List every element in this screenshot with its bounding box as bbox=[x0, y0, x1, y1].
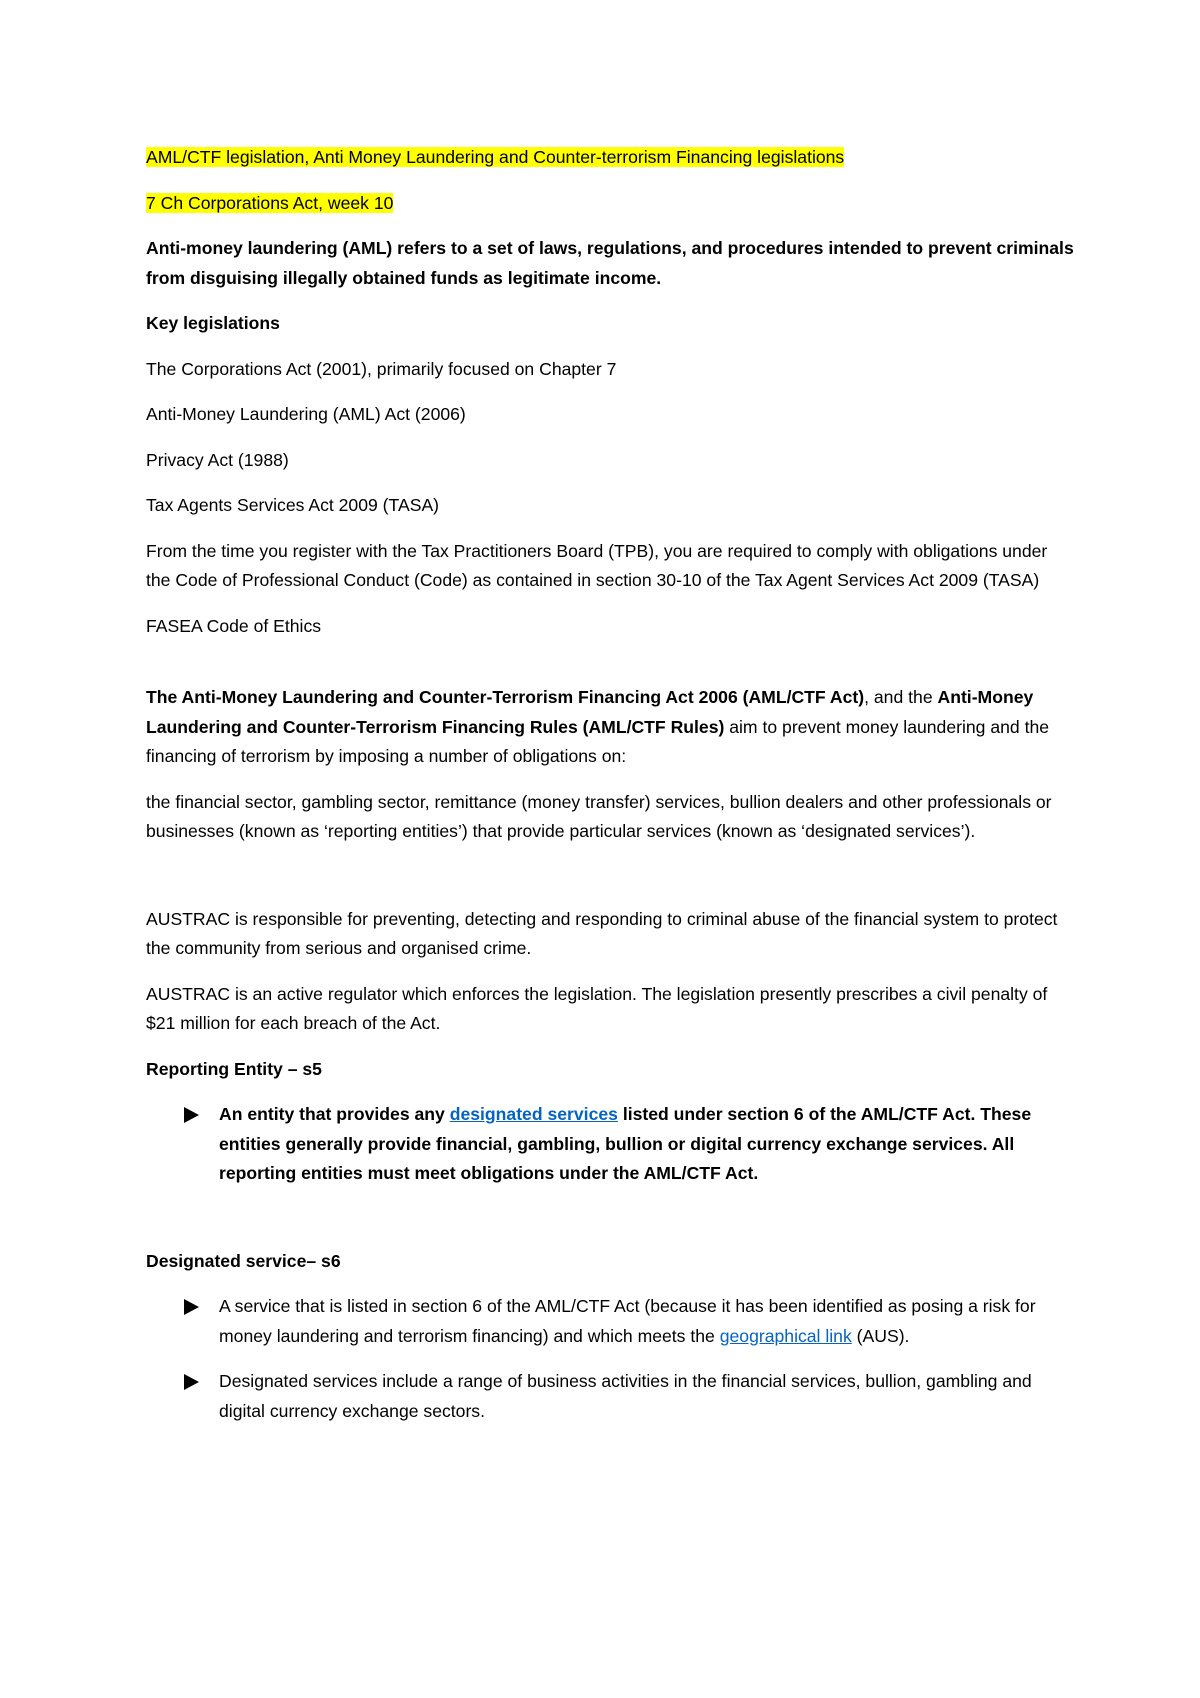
right-arrow-bullet-icon bbox=[184, 1299, 199, 1315]
right-arrow-bullet-icon bbox=[184, 1374, 199, 1390]
legislation-item: Tax Agents Services Act 2009 (TASA) bbox=[146, 495, 440, 515]
amlctf-rules-name: Anti-Money Laundering and Counter-Terrorism Financing Rules (AML/CTF Rules) bbox=[146, 687, 1034, 737]
legislation-item: Anti-Money Laundering (AML) Act (2006) bbox=[146, 404, 466, 424]
amlctf-act-paragraph: The Anti-Money Laundering and Counter-Terrorism Financing Act 2006 (AML/CTF Act), and the Anti-Money Laundering and Counter-Terrorism Financing Rules (AML/CTF Rules) aim to prevent money laundering and the financing of terrorism by imposing a number of obligations on: bbox=[146, 687, 1050, 766]
tpb-paragraph: From the time you register with the Tax Practitioners Board (TPB), you are required to comply with obligations under the Code of Professional Conduct (Code) as contained in section 30-10 of the Tax Agent Services Act 2009 (TASA) bbox=[146, 540, 1048, 590]
legislation-item: Privacy Act (1988) bbox=[146, 449, 289, 470]
designated-service-bullet-2: Designated services include a range of business activities in the financial services, bullion, gambling and digital currency exchange sectors. bbox=[146, 1367, 1076, 1426]
austrac-paragraph-1: AUSTRAC is responsible for preventing, detecting and responding to criminal abuse of the financial system to protect the community from serious and organised crime. bbox=[146, 908, 1058, 958]
key-legislations-title: Key legislations bbox=[146, 313, 280, 333]
legislation-item: The Corporations Act (2001), primarily focused on Chapter 7 bbox=[146, 358, 617, 379]
sectors-paragraph: the financial sector, gambling sector, remittance (money transfer) services, bullion dealers and other professionals or businesses (known as ‘reporting entities’) that provide particular services (known as ‘designated services’). bbox=[146, 791, 1052, 841]
geographical-link[interactable]: geographical link bbox=[719, 1325, 852, 1346]
designated-service-title: Designated service– s6 bbox=[146, 1250, 341, 1271]
fasea-code: FASEA Code of Ethics bbox=[146, 615, 322, 636]
designated-service-bullet-1: A service that is listed in section 6 of the AML/CTF Act (because it has been identified as posing a risk for money laundering and terrorism financing) and which meets the geographical link (AUS). bbox=[146, 1292, 1076, 1351]
document-page bbox=[146, 143, 1076, 1442]
designated-services-link[interactable]: designated services bbox=[449, 1104, 618, 1124]
reporting-entity-title: Reporting Entity – s5 bbox=[146, 1058, 322, 1079]
austrac-paragraph-2: AUSTRAC is an active regulator which enforces the legislation. The legislation presently prescribes a civil penalty of $21 million for each breach of the Act. bbox=[146, 983, 1048, 1033]
heading-amlctf: AML/CTF legislation, Anti Money Laundering and Counter-terrorism Financing legislations bbox=[146, 147, 845, 167]
heading-week: 7 Ch Corporations Act, week 10 bbox=[146, 192, 394, 213]
reporting-entity-bullet: An entity that provides any designated services listed under section 6 of the AML/CTF Act. These entities generally provide financial, gambling, bullion or digital currency exchange services. All reporting entities must meet obligations under the AML/CTF Act. bbox=[146, 1100, 1076, 1189]
right-arrow-bullet-icon bbox=[184, 1107, 199, 1123]
aml-definition: Anti-money laundering (AML) refers to a set of laws, regulations, and procedures intended to prevent criminals from disguising illegally obtained funds as legitimate income. bbox=[146, 238, 1074, 288]
amlctf-act-name: The Anti-Money Laundering and Counter-Terrorism Financing Act 2006 (AML/CTF Act) bbox=[146, 687, 865, 707]
